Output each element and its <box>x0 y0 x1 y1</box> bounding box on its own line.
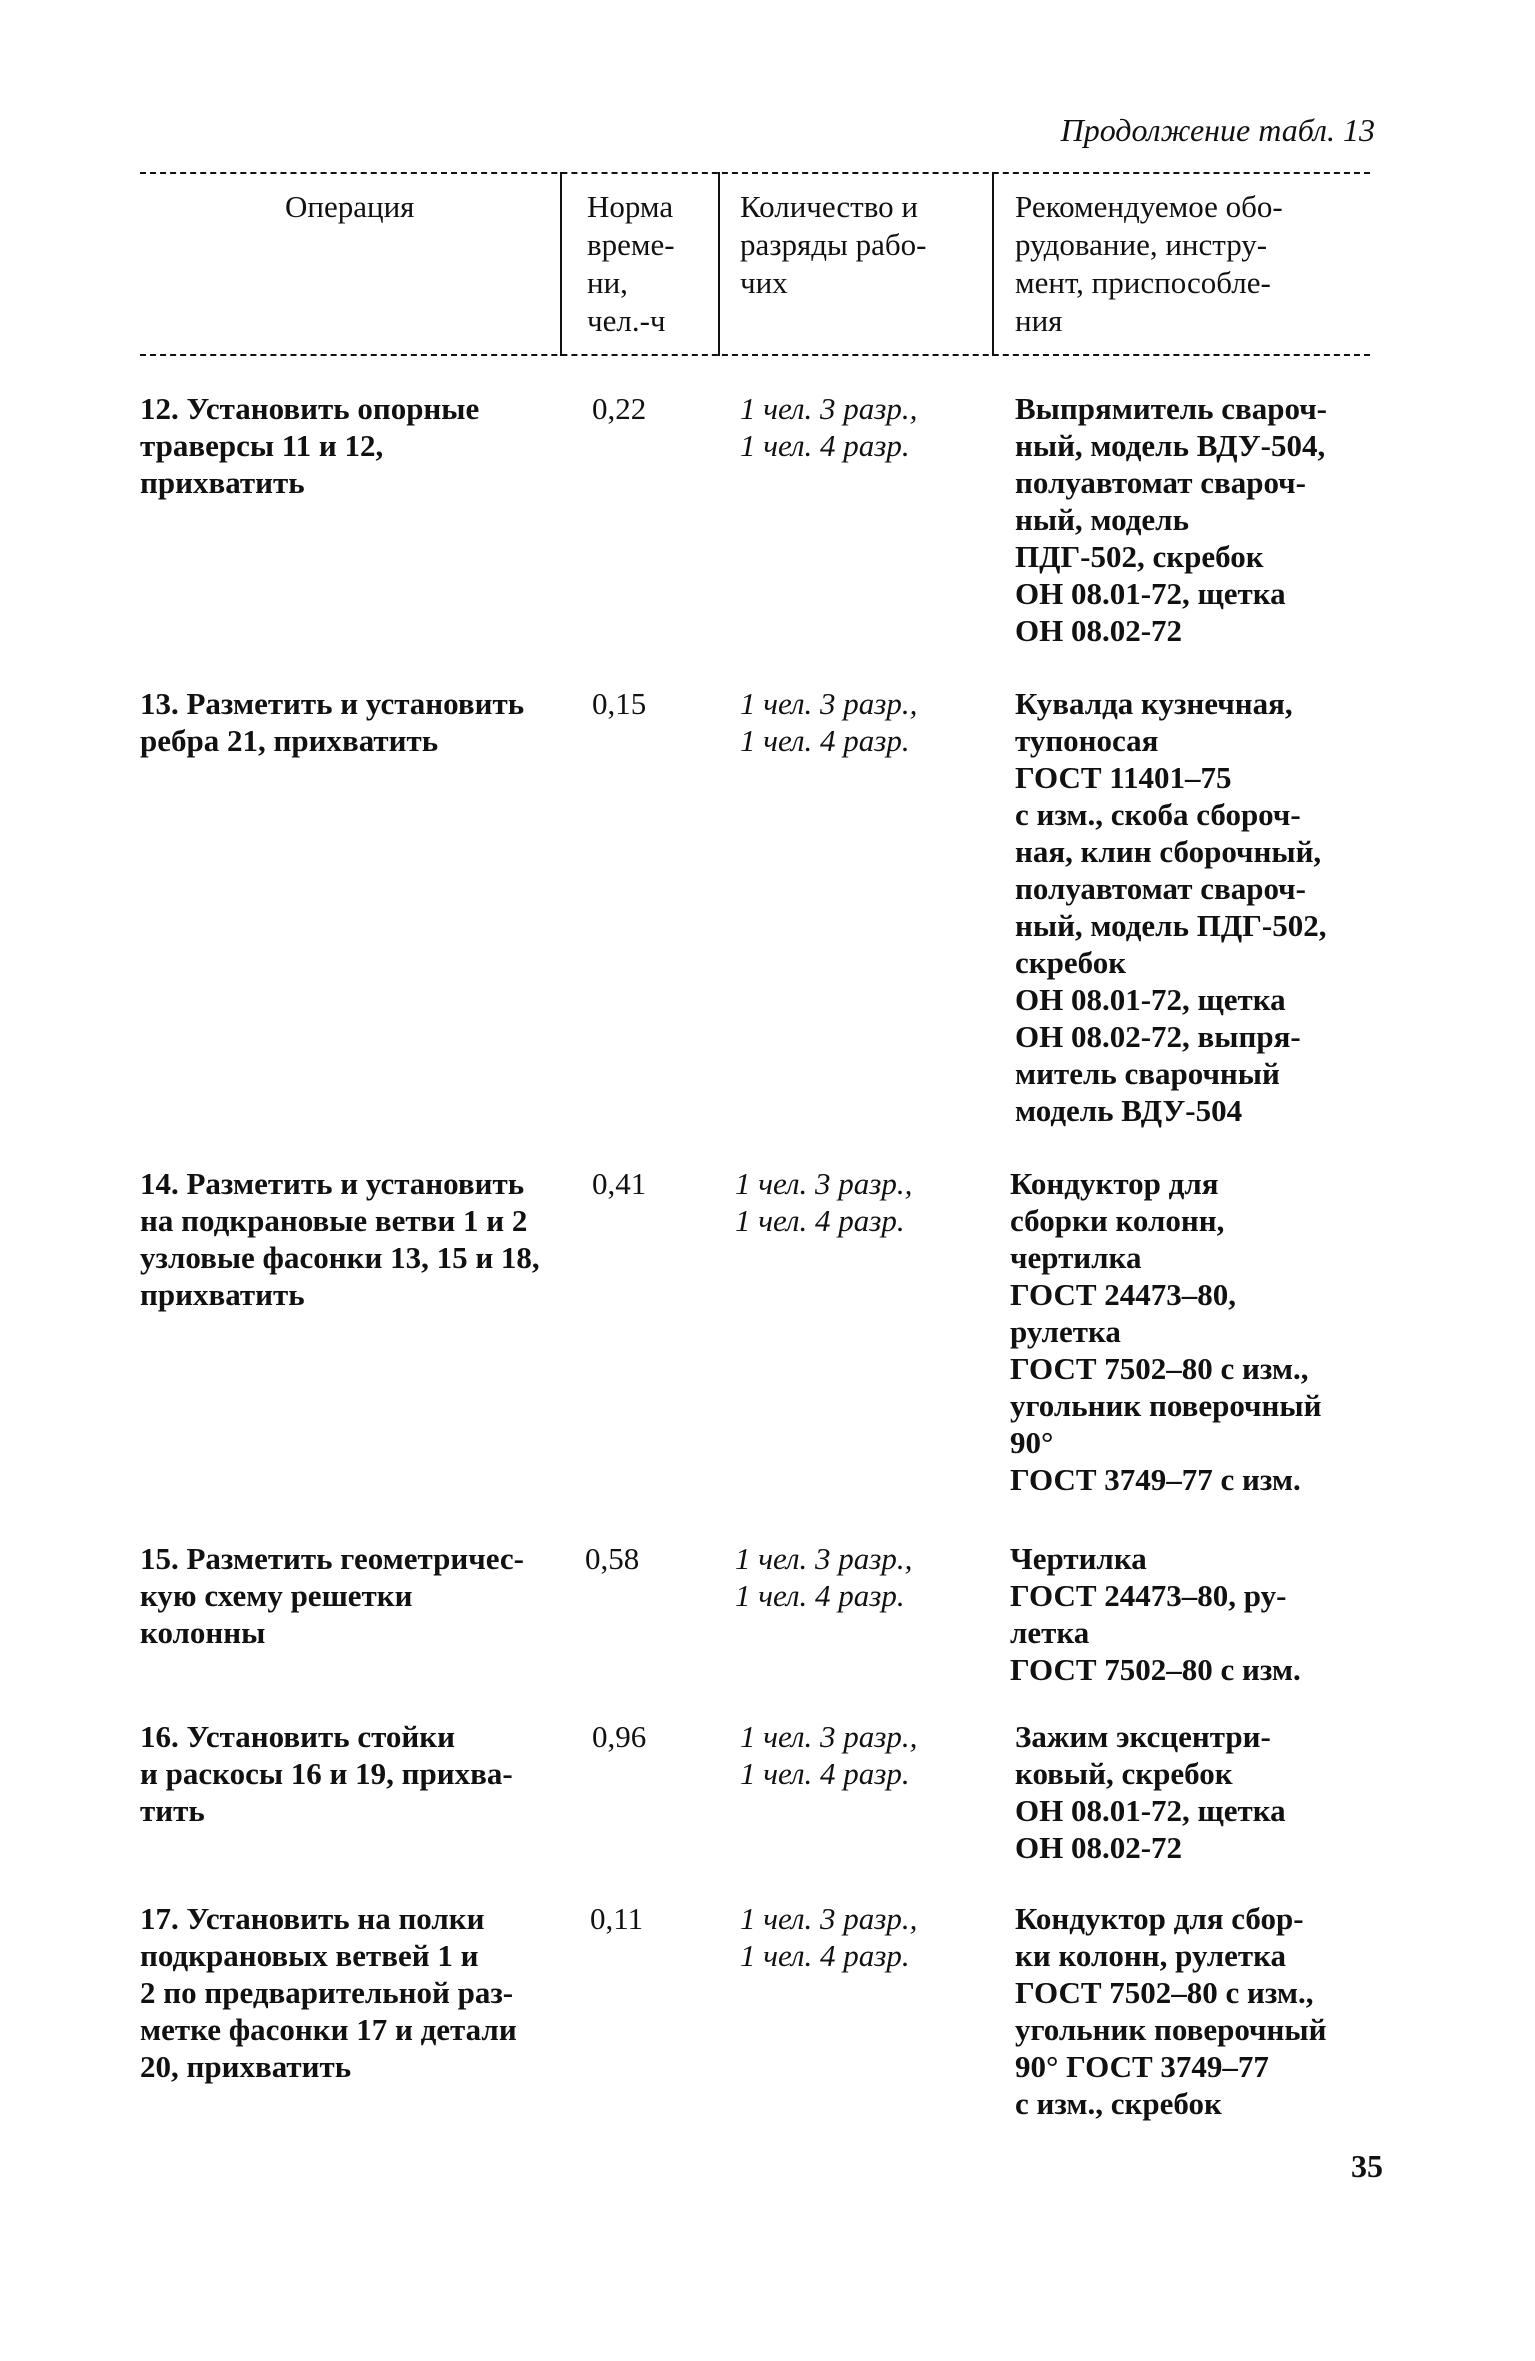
header-workers-line: чих <box>740 265 788 300</box>
row-17-operation <box>140 1900 517 2085</box>
op-line: узловые фасонки 13, 15 и 18, <box>140 1240 540 1275</box>
col-divider-2 <box>718 172 720 356</box>
eq-line: ГОСТ 7502–80 с изм., <box>1015 1975 1314 2010</box>
workers-line: 1 чел. 4 разр. <box>740 1938 910 1973</box>
page-number: 35 <box>1351 2148 1383 2184</box>
op-line: траверсы 11 и 12, <box>140 428 384 463</box>
eq-line: Выпрямитель свароч- <box>1015 391 1327 426</box>
eq-line: ОН 08.01-72, щетка <box>1015 1793 1286 1828</box>
eq-line: 90° <box>1010 1425 1054 1460</box>
row-15-norm: 0,58 <box>585 1541 640 1576</box>
row-15-equipment <box>1010 1540 1301 1688</box>
eq-line: ГОСТ 7502–80 с изм. <box>1010 1652 1301 1687</box>
header-equipment <box>1015 188 1283 340</box>
eq-line: модель ВДУ-504 <box>1015 1093 1243 1128</box>
eq-line: ГОСТ 24473–80, <box>1010 1277 1237 1312</box>
eq-line: ный, модель <box>1015 502 1189 537</box>
op-line: на подкрановые ветви 1 и 2 <box>140 1203 528 1238</box>
op-line: прихватить <box>140 1277 305 1312</box>
row-14-equipment <box>1010 1165 1321 1498</box>
row-12-equipment <box>1015 390 1327 649</box>
row-15-workers <box>735 1540 912 1614</box>
op-line: подкрановых ветвей 1 и <box>140 1938 479 1973</box>
header-equipment-line: ния <box>1015 303 1063 338</box>
eq-line: с изм., скоба сбороч- <box>1015 797 1301 832</box>
workers-line: 1 чел. 4 разр. <box>735 1203 905 1238</box>
eq-line: 90° ГОСТ 3749–77 <box>1015 2049 1269 2084</box>
row-12-norm: 0,22 <box>592 391 647 426</box>
eq-line: Кувалда кузнечная, <box>1015 686 1293 721</box>
eq-line: ки колонн, рулетка <box>1015 1938 1286 1973</box>
workers-line: 1 чел. 4 разр. <box>735 1578 905 1613</box>
row-17-equipment <box>1015 1900 1326 2122</box>
col-divider-3 <box>992 172 994 356</box>
eq-line: митель сварочный <box>1015 1056 1280 1091</box>
eq-line: ОН 08.02-72 <box>1015 613 1183 648</box>
op-line: кую схему решетки <box>140 1578 413 1613</box>
op-line: 13. Разметить и установить <box>140 686 525 721</box>
eq-line: с изм., скребок <box>1015 2086 1222 2121</box>
eq-line: Кондуктор для сбор- <box>1015 1901 1304 1936</box>
op-line: метке фасонки 17 и детали <box>140 2012 517 2047</box>
eq-line: ПДГ-502, скребок <box>1015 539 1264 574</box>
header-equipment-line: рудование, инстру- <box>1015 227 1268 262</box>
op-line: 20, прихватить <box>140 2049 352 2084</box>
eq-line: ГОСТ 11401–75 <box>1015 760 1232 795</box>
eq-line: полуавтомат свароч- <box>1015 871 1306 906</box>
eq-line: тупоносая <box>1015 723 1159 758</box>
op-line: 14. Разметить и установить <box>140 1166 525 1201</box>
eq-line: ный, модель ВДУ-504, <box>1015 428 1326 463</box>
workers-line: 1 чел. 3 разр., <box>735 1541 913 1576</box>
row-13-workers <box>740 685 917 759</box>
op-line: 16. Установить стойки <box>140 1719 455 1754</box>
op-line: колонны <box>140 1615 266 1650</box>
eq-line: ГОСТ 7502–80 с изм., <box>1010 1351 1309 1386</box>
header-norm <box>587 188 675 340</box>
eq-line: угольник поверочный <box>1010 1388 1322 1423</box>
op-line: ребра 21, прихватить <box>140 723 439 758</box>
workers-line: 1 чел. 3 разр., <box>740 686 918 721</box>
header-norm-line: ни, <box>587 265 628 300</box>
eq-line: ОН 08.02-72, выпря- <box>1015 1019 1301 1054</box>
row-14-norm: 0,41 <box>592 1166 647 1201</box>
eq-line: ГОСТ 24473–80, ру- <box>1010 1578 1287 1613</box>
header-workers-line: Количество и <box>740 189 918 224</box>
op-line: прихватить <box>140 465 305 500</box>
workers-line: 1 чел. 3 разр., <box>740 1719 918 1754</box>
header-equipment-line: мент, приспособле- <box>1015 265 1271 300</box>
row-16-equipment <box>1015 1718 1286 1866</box>
eq-line: ГОСТ 3749–77 с изм. <box>1010 1462 1301 1497</box>
row-16-operation <box>140 1718 513 1829</box>
row-15-operation <box>140 1540 524 1651</box>
workers-line: 1 чел. 4 разр. <box>740 723 910 758</box>
row-12-operation <box>140 390 479 501</box>
eq-line: ОН 08.01-72, щетка <box>1015 576 1286 611</box>
op-line: 17. Установить на полки <box>140 1901 485 1936</box>
eq-line: Зажим эксцентри- <box>1015 1719 1271 1754</box>
eq-line: чертилка <box>1010 1240 1142 1275</box>
eq-line: скребок <box>1015 945 1127 980</box>
row-16-workers <box>740 1718 917 1792</box>
header-top-rule <box>140 172 1370 174</box>
header-norm-line: чел.-ч <box>587 303 666 338</box>
workers-line: 1 чел. 4 разр. <box>740 1756 910 1791</box>
eq-line: ный, модель ПДГ-502, <box>1015 908 1327 943</box>
eq-line: ная, клин сборочный, <box>1015 834 1322 869</box>
op-line: тить <box>140 1793 205 1828</box>
op-line: 15. Разметить геометричес- <box>140 1541 524 1576</box>
eq-line: ОН 08.01-72, щетка <box>1015 982 1286 1017</box>
row-14-operation <box>140 1165 540 1313</box>
row-16-norm: 0,96 <box>592 1719 647 1754</box>
eq-line: Чертилка <box>1010 1541 1147 1576</box>
row-13-equipment <box>1015 685 1326 1129</box>
col-divider-1 <box>560 172 562 356</box>
eq-line: сборки колонн, <box>1010 1203 1225 1238</box>
workers-line: 1 чел. 3 разр., <box>740 1901 918 1936</box>
op-line: 12. Установить опорные <box>140 391 480 426</box>
eq-line: Кондуктор для <box>1010 1166 1219 1201</box>
header-workers <box>740 188 926 302</box>
op-line: 2 по предварительной раз- <box>140 1975 514 2010</box>
header-operation: Операция <box>285 189 415 224</box>
workers-line: 1 чел. 3 разр., <box>735 1166 913 1201</box>
op-line: и раскосы 16 и 19, прихва- <box>140 1756 513 1791</box>
workers-line: 1 чел. 4 разр. <box>740 428 910 463</box>
continuation-caption: Продолжение табл. 13 <box>1060 112 1375 148</box>
row-14-workers <box>735 1165 912 1239</box>
header-equipment-line: Рекомендуемое обо- <box>1015 189 1283 224</box>
row-13-operation <box>140 685 524 759</box>
row-13-norm: 0,15 <box>592 686 647 721</box>
eq-line: ОН 08.02-72 <box>1015 1830 1183 1865</box>
eq-line: полуавтомат свароч- <box>1015 465 1306 500</box>
workers-line: 1 чел. 3 разр., <box>740 391 918 426</box>
row-17-norm: 0,11 <box>590 1901 644 1936</box>
eq-line: угольник поверочный <box>1015 2012 1327 2047</box>
eq-line: ковый, скребок <box>1015 1756 1233 1791</box>
row-17-workers <box>740 1900 917 1974</box>
eq-line: летка <box>1010 1615 1090 1650</box>
header-bottom-rule <box>140 354 1370 356</box>
row-12-workers <box>740 390 917 464</box>
eq-line: рулетка <box>1010 1314 1121 1349</box>
header-workers-line: разряды рабо- <box>740 227 927 262</box>
header-norm-line: Норма <box>587 189 674 224</box>
header-norm-line: време- <box>587 227 675 262</box>
